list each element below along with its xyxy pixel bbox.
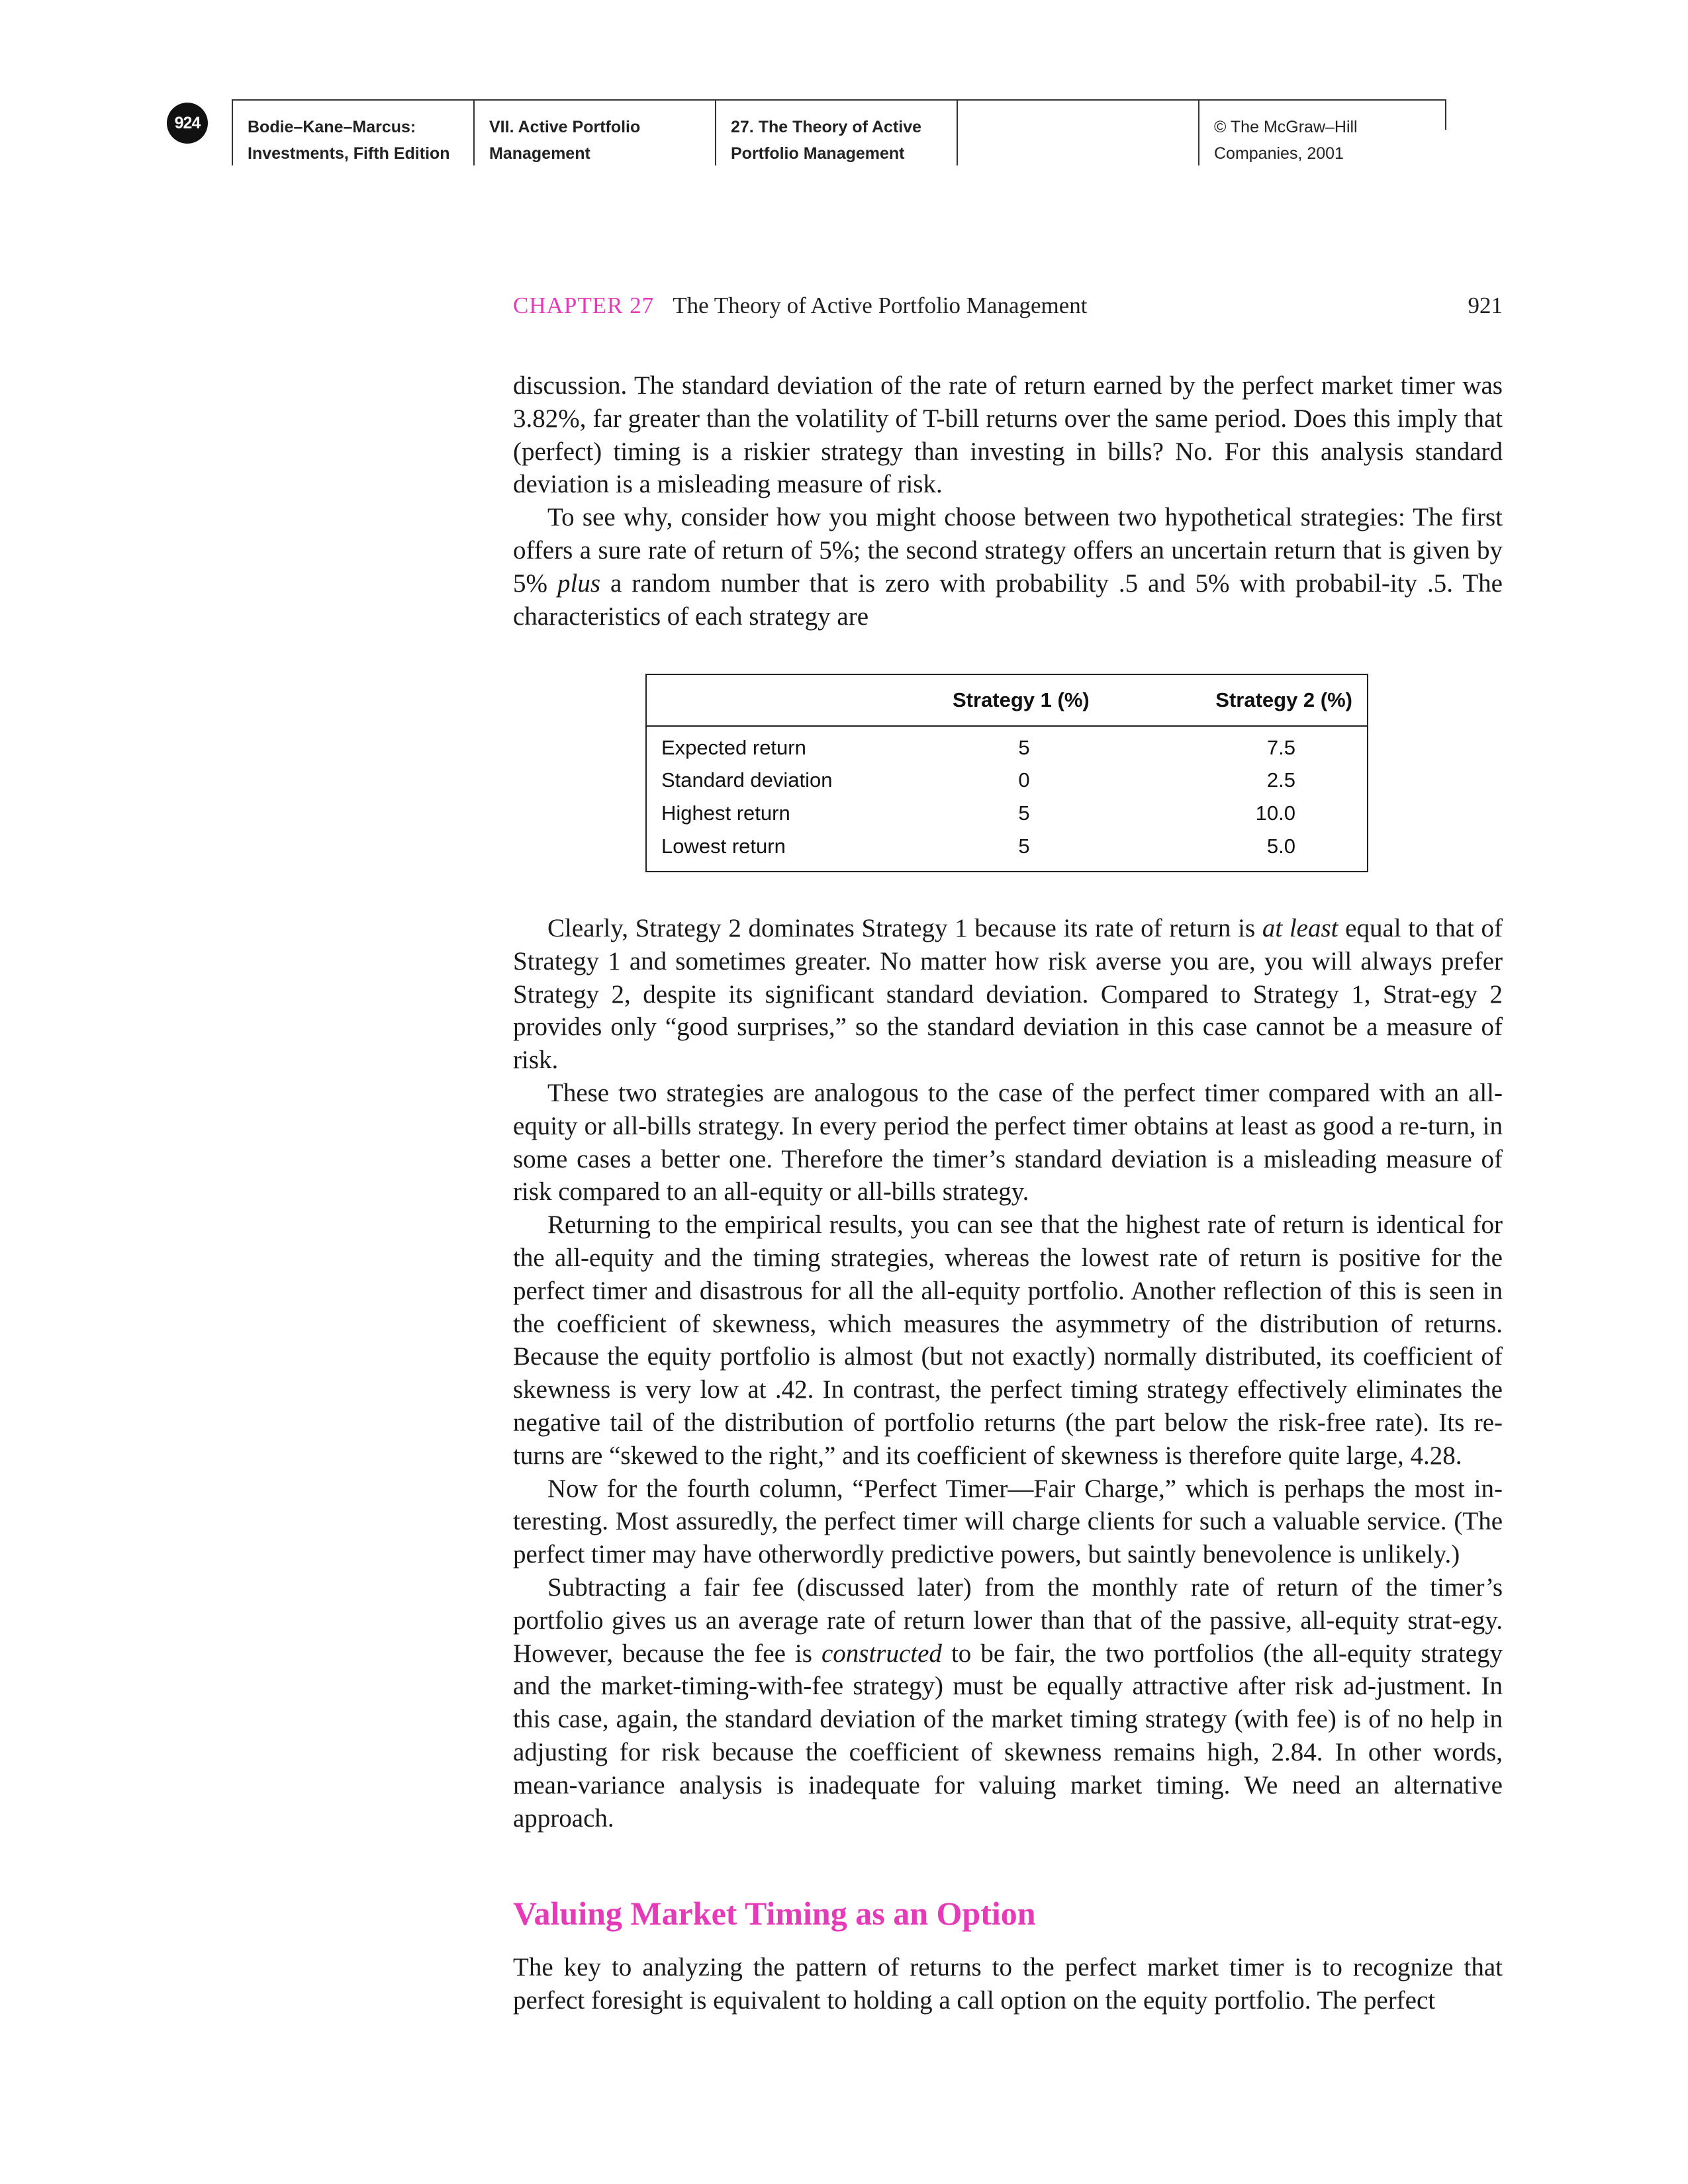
header-cell-authors	[232, 99, 473, 165]
column-header-strategy-1: Strategy 1 (%)	[953, 688, 1090, 711]
row-label: Standard deviation	[661, 768, 833, 792]
header-part-sub: Management	[489, 144, 590, 163]
paragraph: discussion. The standard deviation of the rate of return earned by the perfect market timer was 3.82%, far greater than the volatility of T-bill returns over the same period. Does this imply that (perfect) timing is a riskier strategy than investing in bills? No. For this analysis standard deviation is a misleading measure of risk.	[513, 371, 1503, 499]
section-heading: Valuing Market Timing as an Option	[513, 1895, 1036, 1932]
strategy-table	[645, 674, 1368, 872]
table-row	[647, 801, 1367, 835]
paragraph: The key to analyzing the pattern of returns to the perfect market timer is to recognize that perfect foresight is equivalent to holding a call option on the equity portfolio. The perfect	[513, 1953, 1503, 2015]
page-number-badge: 924	[167, 103, 208, 144]
table-header	[647, 675, 1367, 727]
header-cell-chapter	[715, 99, 957, 165]
header-part: VII. Active Portfolio	[489, 118, 641, 136]
table-row	[647, 768, 1367, 801]
header-cell-blank	[957, 99, 1198, 165]
paragraph: These two strategies are analogous to the case of the perfect timer compared with an all-equity or all-bills strategy. In every period the perfect timer obtains at least as good a re-turn, in some cases a better one. Therefore the timer’s standard deviation is a misleading measure of risk compared to an all-equity or all-bills strategy.	[513, 1078, 1503, 1206]
header-authors: Bodie–Kane–Marcus:	[248, 118, 416, 136]
strategy-2-value: 2.5	[1266, 768, 1295, 792]
paragraph: Returning to the empirical results, you can see that the highest rate of return is identical for the all-equity and the timing strategies, whereas the lowest rate of return is positive for the perfect timer and disastrous for all the all-equity portfolio. Another reflection of this is seen in the coefficient of skewness, which measures the asymmetry of the distribution of returns. Because the equity portfolio is almost (but not exactly) normally distributed, its coefficient of skewness is very low at .42. In contrast, the perfect timing strategy effectively eliminates the negative tail of the distribution of portfolio returns (the part below the risk-free rate). Its re-turns are “skewed to the right,” and its coefficient of skewness is therefore quite large, 4.28.	[513, 1210, 1503, 1470]
header-edition: Investments, Fifth Edition	[248, 144, 450, 163]
strategy-2-value: 10.0	[1255, 801, 1295, 825]
page-number: 921	[1468, 293, 1503, 318]
paragraph: Subtracting a fair fee (discussed later) from the monthly rate of return of the timer’s portfolio gives us an average rate of return lower than that of the passive, all-equity strat-egy. However, because the fee is constructed to be fair, the two portfolios (the all-equity strategy and the market-timing-with-fee strategy) must be equally attractive after risk ad-justment. In this case, again, the standard deviation of the market timing strategy (with fee) is of no help in adjusting for risk because the coefficient of skewness remains high, 2.84. In other words, mean-variance analysis is inadequate for valuing market timing. We need an alternative approach.	[513, 1572, 1503, 1833]
header-copyright: © The McGraw–Hill	[1214, 118, 1358, 136]
header-copyright-year: Companies, 2001	[1214, 144, 1344, 163]
book-header-strip	[0, 99, 1688, 172]
strategy-2-value: 7.5	[1266, 736, 1295, 759]
strategy-2-value: 5.0	[1266, 835, 1295, 858]
header-chapter-sub: Portfolio Management	[731, 144, 905, 163]
row-label: Expected return	[661, 736, 806, 759]
chapter-title: The Theory of Active Portfolio Management	[673, 293, 1088, 318]
table-row	[647, 736, 1367, 769]
column-header-strategy-2: Strategy 2 (%)	[1215, 688, 1352, 711]
body-text	[513, 912, 1503, 1835]
header-chapter: 27. The Theory of Active	[731, 118, 922, 136]
chapter-label: CHAPTER 27	[513, 293, 655, 318]
paragraph: To see why, consider how you might choose between two hypothetical strategies: The first offers a sure rate of return of 5%; the second strategy offers an uncertain return that is given by 5% plus a random number that is zero with probability .5 and 5% with probabil-ity .5. The characteristics of each strategy are	[513, 503, 1503, 631]
running-head	[513, 293, 1503, 326]
strategy-1-value: 5	[1018, 736, 1030, 759]
intro-text	[513, 369, 1503, 633]
paragraph: Clearly, Strategy 2 dominates Strategy 1 because its rate of return is at least equal to that of Strategy 1 and sometimes greater. No matter how risk averse you are, you will always prefer Strategy 2, despite its significant standard deviation. Compared to Strategy 1, Strat-egy 2 provides only “good surprises,” so the standard deviation in this case cannot be a measure of risk.	[513, 914, 1503, 1075]
paragraph: Now for the fourth column, “Perfect Timer—Fair Charge,” which is perhaps the most in-teresting. Most assuredly, the perfect timer will charge clients for such a valuable service. (The perfect timer may have otherwordly predictive powers, but saintly benevolence is unlikely.)	[513, 1474, 1503, 1569]
table-row	[647, 835, 1367, 868]
row-label: Lowest return	[661, 835, 786, 858]
header-cell-part	[473, 99, 715, 165]
header-end-rule	[1445, 99, 1446, 130]
section-text	[513, 1951, 1503, 2017]
strategy-1-value: 5	[1018, 801, 1030, 825]
strategy-1-value: 5	[1018, 835, 1030, 858]
strategy-1-value: 0	[1018, 768, 1030, 792]
header-cell-copyright	[1198, 99, 1446, 165]
row-label: Highest return	[661, 801, 790, 825]
